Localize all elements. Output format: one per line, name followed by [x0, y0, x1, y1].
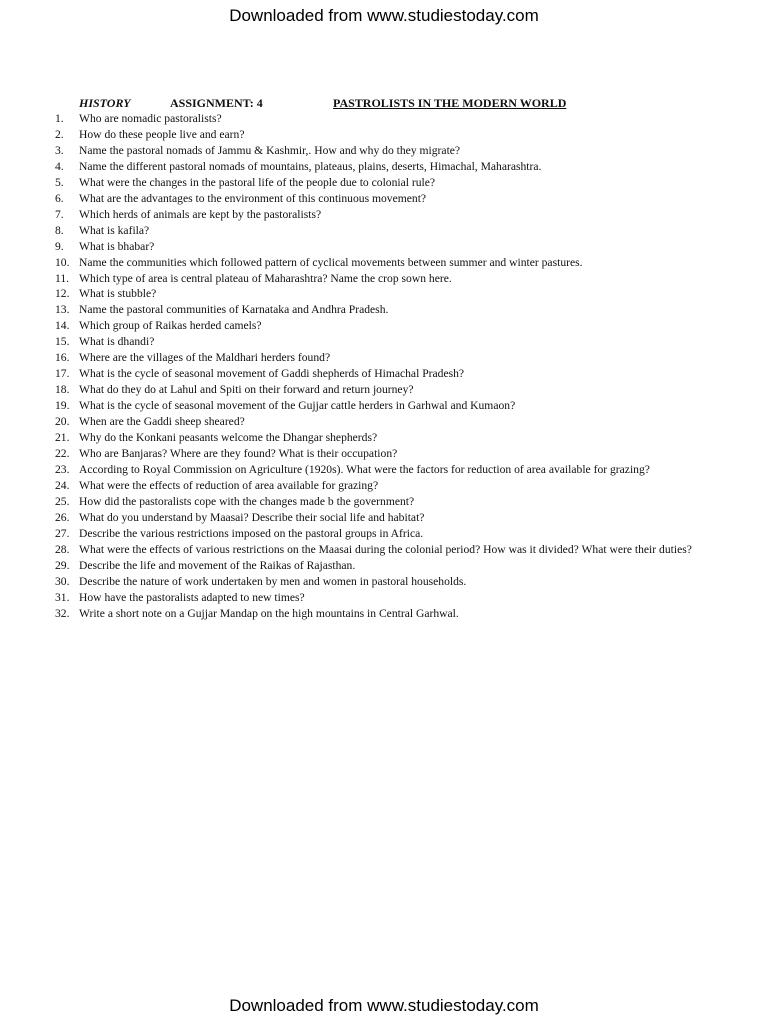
question-text: What were the effects of various restrictions on the Maasai during the colonial period? How was it divided? What were their duties? — [79, 542, 692, 556]
question-item — [0, 207, 768, 223]
question-text: Describe the nature of work undertaken by men and women in pastoral households. — [79, 574, 467, 588]
question-number: 21. — [55, 431, 70, 445]
question-text: Who are Banjaras? Where are they found? What is their occupation? — [79, 447, 398, 461]
question-item — [0, 478, 768, 494]
question-text: Describe the life and movement of the Raikas of Rajasthan. — [79, 558, 356, 572]
question-text: Which herds of animals are kept by the pastoralists? — [79, 207, 322, 221]
question-text: Name the pastoral nomads of Jammu & Kashmir,. How and why do they migrate? — [79, 143, 461, 157]
question-item — [0, 239, 768, 255]
question-item — [0, 127, 768, 143]
question-item — [0, 191, 768, 207]
question-number: 30. — [55, 574, 70, 588]
assignment-title: PASTROLISTS IN THE MODERN WORLD — [333, 96, 567, 110]
question-item — [0, 430, 768, 446]
question-item — [0, 111, 768, 127]
question-number: 18. — [55, 383, 70, 397]
question-number: 14. — [55, 319, 70, 333]
question-text: How do these people live and earn? — [79, 127, 245, 141]
question-text: Write a short note on a Gujjar Mandap on the high mountains in Central Garhwal. — [79, 606, 459, 620]
question-number: 20. — [55, 415, 70, 429]
question-text: Describe the various restrictions imposed on the pastoral groups in Africa. — [79, 526, 424, 540]
question-item — [0, 366, 768, 382]
question-text: How did the pastoralists cope with the changes made b the government? — [79, 494, 415, 508]
question-list — [0, 111, 768, 622]
question-item — [0, 590, 768, 606]
question-number: 27. — [55, 526, 70, 540]
question-item — [0, 175, 768, 191]
question-text: What do you understand by Maasai? Describe their social life and habitat? — [79, 510, 425, 524]
question-text: What is kafila? — [79, 223, 150, 237]
question-text: When are the Gaddi sheep sheared? — [79, 415, 245, 429]
question-item — [0, 446, 768, 462]
question-number: 31. — [55, 590, 70, 604]
question-text: How have the pastoralists adapted to new times? — [79, 590, 305, 604]
question-item — [0, 510, 768, 526]
question-text: Name the communities which followed pattern of cyclical movements between summer and winter pastures. — [79, 255, 583, 269]
question-number: 17. — [55, 367, 70, 381]
question-number: 16. — [55, 351, 70, 365]
assignment-header — [0, 96, 768, 110]
question-text: Where are the villages of the Maldhari herders found? — [79, 351, 331, 365]
question-text: What is the cycle of seasonal movement of the Gujjar cattle herders in Garhwal and Kumaon? — [79, 399, 516, 413]
subject-label: HISTORY — [79, 96, 131, 110]
question-number: 9. — [55, 239, 64, 253]
question-number: 25. — [55, 494, 70, 508]
question-item — [0, 350, 768, 366]
question-number: 5. — [55, 175, 64, 189]
question-item — [0, 286, 768, 302]
question-number: 4. — [55, 159, 64, 173]
question-text: According to Royal Commission on Agriculture (1920s). What were the factors for reduction of area available for grazing? — [79, 462, 650, 476]
question-item — [0, 494, 768, 510]
question-number: 12. — [55, 287, 70, 301]
question-item — [0, 143, 768, 159]
question-item — [0, 318, 768, 334]
question-number: 2. — [55, 127, 64, 141]
question-text: What do they do at Lahul and Spiti on their forward and return journey? — [79, 383, 414, 397]
question-item — [0, 223, 768, 239]
question-number: 24. — [55, 478, 70, 492]
question-number: 23. — [55, 462, 70, 476]
question-item — [0, 398, 768, 414]
question-text: What were the effects of reduction of area available for grazing? — [79, 478, 379, 492]
question-text: Which type of area is central plateau of Maharashtra? Name the crop sown here. — [79, 271, 452, 285]
question-number: 19. — [55, 399, 70, 413]
question-number: 28. — [55, 542, 70, 556]
question-item — [0, 606, 768, 622]
question-item — [0, 302, 768, 318]
question-number: 1. — [55, 112, 64, 125]
question-number: 26. — [55, 510, 70, 524]
question-item — [0, 414, 768, 430]
question-text: What is stubble? — [79, 287, 157, 301]
question-item — [0, 382, 768, 398]
question-number: 11. — [55, 271, 70, 285]
question-number: 15. — [55, 335, 70, 349]
question-item — [0, 526, 768, 542]
question-number: 13. — [55, 303, 70, 317]
question-number: 6. — [55, 191, 64, 205]
question-number: 8. — [55, 223, 64, 237]
question-number: 29. — [55, 558, 70, 572]
question-text: Who are nomadic pastoralists? — [79, 112, 222, 125]
question-item — [0, 574, 768, 590]
question-number: 32. — [55, 606, 70, 620]
question-text: Name the different pastoral nomads of mountains, plateaus, plains, deserts, Himachal, Maharashtra. — [79, 159, 542, 173]
question-number: 3. — [55, 143, 64, 157]
question-text: What is bhabar? — [79, 239, 155, 253]
question-text: Name the pastoral communities of Karnataka and Andhra Pradesh. — [79, 303, 389, 317]
download-banner-top: Downloaded from www.studiestoday.com — [229, 6, 539, 25]
question-text: What are the advantages to the environment of this continuous movement? — [79, 191, 427, 205]
download-banner-bottom: Downloaded from www.studiestoday.com — [229, 996, 539, 1015]
question-number: 7. — [55, 207, 64, 221]
question-item — [0, 271, 768, 287]
question-number: 22. — [55, 447, 70, 461]
assignment-label: ASSIGNMENT: 4 — [170, 96, 263, 110]
question-item — [0, 558, 768, 574]
question-item — [0, 334, 768, 350]
question-text: What were the changes in the pastoral life of the people due to colonial rule? — [79, 175, 436, 189]
question-text: Which group of Raikas herded camels? — [79, 319, 262, 333]
question-text: What is dhandi? — [79, 335, 155, 349]
question-item — [0, 255, 768, 271]
question-item — [0, 159, 768, 175]
question-text: What is the cycle of seasonal movement of Gaddi shepherds of Himachal Pradesh? — [79, 367, 465, 381]
question-text: Why do the Konkani peasants welcome the Dhangar shepherds? — [79, 431, 378, 445]
question-item — [0, 462, 768, 478]
question-item — [0, 542, 768, 558]
question-number: 10. — [55, 255, 70, 269]
